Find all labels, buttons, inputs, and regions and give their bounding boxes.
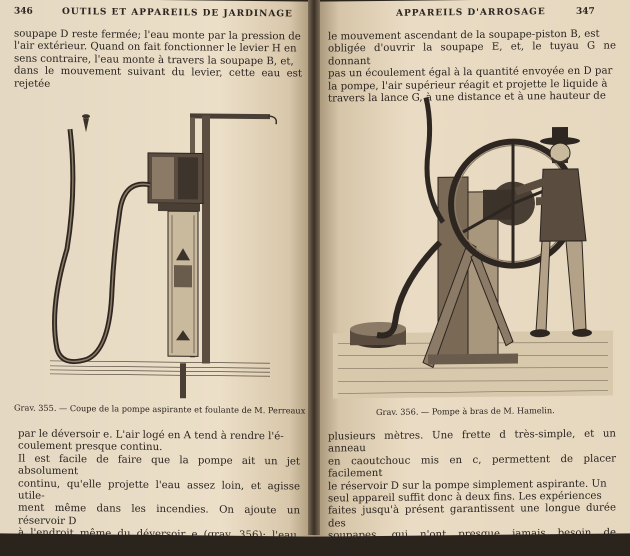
text-line: faites jusqu'à présent garantissent une longue durée des xyxy=(328,502,616,530)
text-line: obligée d'ouvrir la soupape E, et, le tuyau G ne donnant xyxy=(328,40,616,68)
text-line: le réservoir D sur la pompe simplement aspirante. Un xyxy=(328,478,607,493)
text-line: la pompe, l'air supérieur réagit et projette le liquide à xyxy=(328,78,608,93)
pump-section-illustration xyxy=(40,104,290,402)
right-page-number: 347 xyxy=(576,6,595,17)
text-line: seul appareil suffit donc à deux fins. Les expériences xyxy=(328,490,602,505)
right-page xyxy=(314,0,630,555)
left-page-number: 346 xyxy=(14,6,33,17)
text-line: ment même dans les incendies. On ajoute un réservoir D xyxy=(18,502,300,528)
hand-pump-illustration xyxy=(328,90,618,403)
text-line: le mouvement ascendant de la soupape-piston B, est xyxy=(328,28,600,43)
left-running-head: OUTILS ET APPAREILS DE JARDINAGE xyxy=(62,7,293,20)
text-line: travers la lance G, à une distance et à une hauteur de xyxy=(328,90,606,105)
text-line: en caoutchouc mis en c, permettent de placer facilement xyxy=(328,453,616,480)
left-page xyxy=(0,0,314,552)
right-running-head: APPAREILS D'ARROSAGE xyxy=(396,7,546,19)
text-line: par le déversoir e. L'air logé en A tend à rendre l'é- xyxy=(18,428,284,443)
text-line: soupapes, qui n'ont presque jamais besoin de réparation. xyxy=(328,527,616,555)
left-text-top xyxy=(14,29,302,94)
text-line: Il est facile de faire que la pompe ait un jet absolument xyxy=(18,453,300,478)
text-line: pas un écoulement égal à la quantité envoyée en D par xyxy=(328,65,613,80)
text-line: plusieurs mètres. Une frette d très-simple, et un anneau xyxy=(328,428,616,455)
text-line: soupape D reste fermée; l'eau monte par la pression de xyxy=(14,28,301,43)
text-line: continu, qu'elle projette l'eau assez loin, et agisse utile- xyxy=(18,478,300,502)
text-line: sens contraire, l'eau monte à travers la soupape B, et, xyxy=(14,53,294,68)
text-line: coulement presque continu. xyxy=(18,440,163,454)
right-text-bottom xyxy=(328,428,616,555)
text-line: l'air extérieur. Quand on fait fonctionner le levier H en xyxy=(14,40,297,55)
book-gutter xyxy=(308,0,320,535)
left-figure-caption: Grav. 355. — Coupe de la pompe aspirante et foulante de M. Perreaux xyxy=(14,402,306,416)
left-text-bottom xyxy=(18,429,300,556)
right-figure-caption: Grav. 356. — Pompe à bras de M. Hamelin. xyxy=(376,405,555,418)
man-figure xyxy=(516,127,592,338)
text-line: dans le mouvement suivant du levier, cette eau est rejetée xyxy=(14,65,302,90)
text-line: à l'endroit même du déversoir e (grav. 356); l'eau, dans xyxy=(18,527,300,552)
